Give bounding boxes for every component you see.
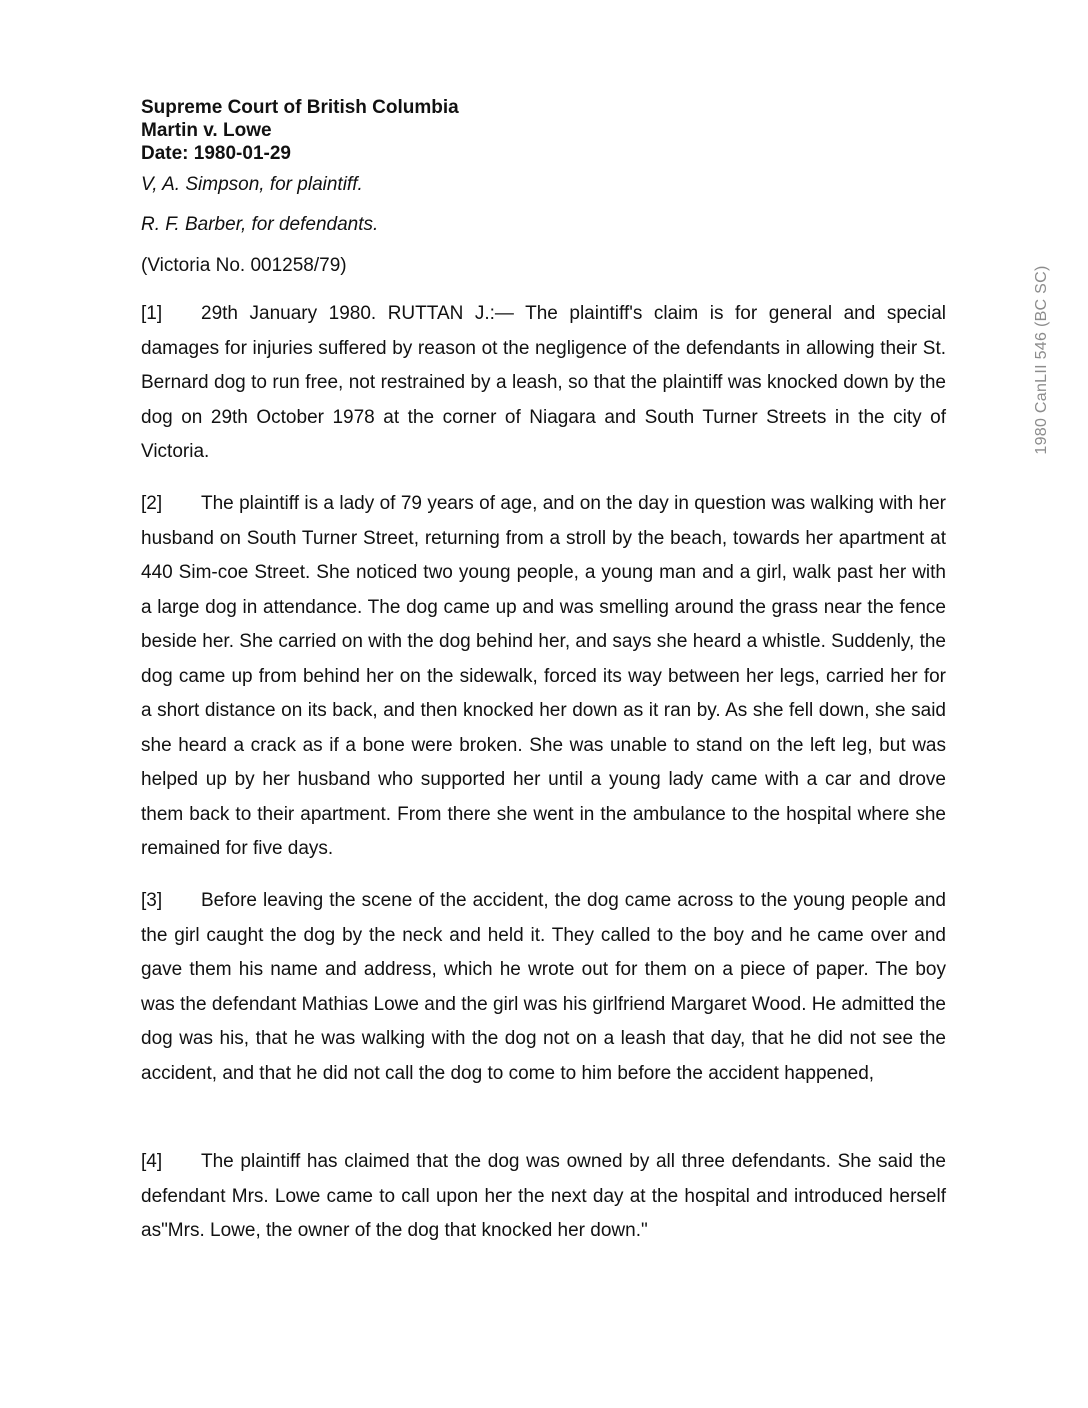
court-name: Supreme Court of British Columbia	[141, 97, 459, 118]
paragraph-number: [2]	[141, 493, 163, 514]
paragraph-4	[141, 1145, 946, 1249]
canlii-citation-watermark: 1980 CanLII 546 (BC SC)	[1033, 265, 1050, 455]
case-header	[141, 96, 741, 165]
paragraph-number: [4]	[141, 1151, 163, 1172]
paragraph-2	[141, 487, 946, 867]
paragraph-number: [1]	[141, 303, 163, 324]
registry-number: (Victoria No. 001258/79)	[141, 255, 347, 276]
counsel-plaintiff: V, A. Simpson, for plaintiff.	[141, 174, 363, 195]
paragraph-text: 29th January 1980. RUTTAN J.:— The plaintiff's claim is for general and special damages for injuries suffered by reason ot the negligence of the defendants in allowing their St. Bernard dog to run free, not restrained by a leash, so that the plaintiff was knocked down by the dog on 29th October 1978 at the corner of Niagara and South Turner Streets in the city of Victoria.	[141, 303, 946, 462]
paragraph-text: The plaintiff has claimed that the dog was owned by all three defendants. She said the defendant Mrs. Lowe came to call upon her the next day at the hospital and introduced herself as"Mrs. Lowe, the owner of the dog that knocked her down."	[141, 1151, 946, 1241]
decision-date: Date: 1980-01-29	[141, 143, 291, 164]
paragraph-number: [3]	[141, 890, 163, 911]
counsel-defendants: R. F. Barber, for defendants.	[141, 214, 379, 235]
case-name: Martin v. Lowe	[141, 120, 272, 141]
paragraph-text: Before leaving the scene of the accident, the dog came across to the young people and the girl caught the dog by the neck and held it. They called to the boy and he came over and gave them his name and address, which he wrote out for them on a piece of paper. The boy was the defendant Mathias Lowe and the girl was his girlfriend Margaret Wood. He admitted the dog was his, that he was walking with the dog not on a leash that day, that he did not see the accident, and that he did not call the dog to come to him before the accident happened,	[141, 890, 946, 1084]
paragraph-text: The plaintiff is a lady of 79 years of age, and on the day in question was walking with her husband on South Turner Street, returning from a stroll by the beach, towards her apartment at 440 Sim-coe Street. She noticed two young people, a young man and a girl, walk past her with a large dog in attendance. The dog came up and was smelling around the grass near the fence beside her. She carried on with the dog behind her, and says she heard a whistle. Suddenly, the dog came up from behind her on the sidewalk, forced its way between her legs, carried her for a short distance on its back, and then knocked her down as it ran by. As she fell down, she said she heard a crack as if a bone were broken. She was unable to stand on the left leg, but was helped up by her husband who supported her until a young lady came with a car and drove them back to their apartment. From there she went in the ambulance to the hospital where she remained for five days.	[141, 493, 946, 859]
paragraph-1	[141, 297, 946, 470]
paragraph-3	[141, 884, 946, 1091]
